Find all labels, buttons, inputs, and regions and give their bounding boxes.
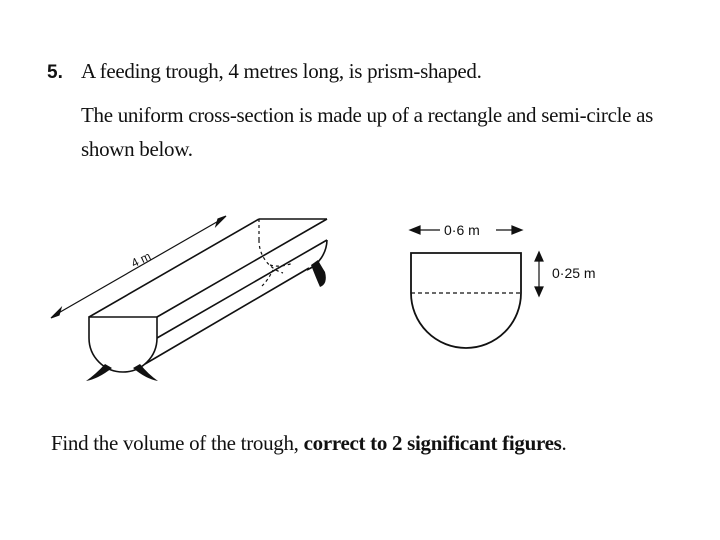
trough-side-edge	[157, 240, 327, 338]
front-left-leg	[86, 364, 112, 381]
cross-section-outline	[411, 253, 521, 348]
task-instruction	[51, 431, 566, 456]
back-right-leg	[311, 260, 326, 287]
task-prefix: Find the volume of the trough,	[51, 431, 304, 455]
question-number: 5.	[47, 62, 63, 83]
front-right-leg	[133, 364, 158, 381]
task-emphasis: correct to 2 significant figures	[303, 431, 562, 455]
height-dimension-arrow	[535, 252, 543, 296]
cross-section-drawing	[411, 253, 521, 348]
trough-3d-drawing	[89, 219, 327, 372]
length-label: 4 m	[128, 248, 154, 271]
question-text-line-1: A feeding trough, 4 metres long, is prism-shaped.	[81, 59, 482, 83]
trough-legs	[86, 260, 326, 381]
trough-top-right-edge	[157, 219, 327, 317]
task-suffix: .	[561, 431, 567, 455]
trough-bottom-edge	[145, 268, 309, 364]
question-text-line-2: The uniform cross-section is made up of a rectangle and semi-circle as	[81, 103, 654, 127]
question-text-line-3: shown below.	[81, 137, 193, 161]
trough-top-left-edge	[89, 219, 259, 317]
height-label: 0·25 m	[552, 265, 596, 281]
width-label: 0·6 m	[444, 222, 480, 238]
